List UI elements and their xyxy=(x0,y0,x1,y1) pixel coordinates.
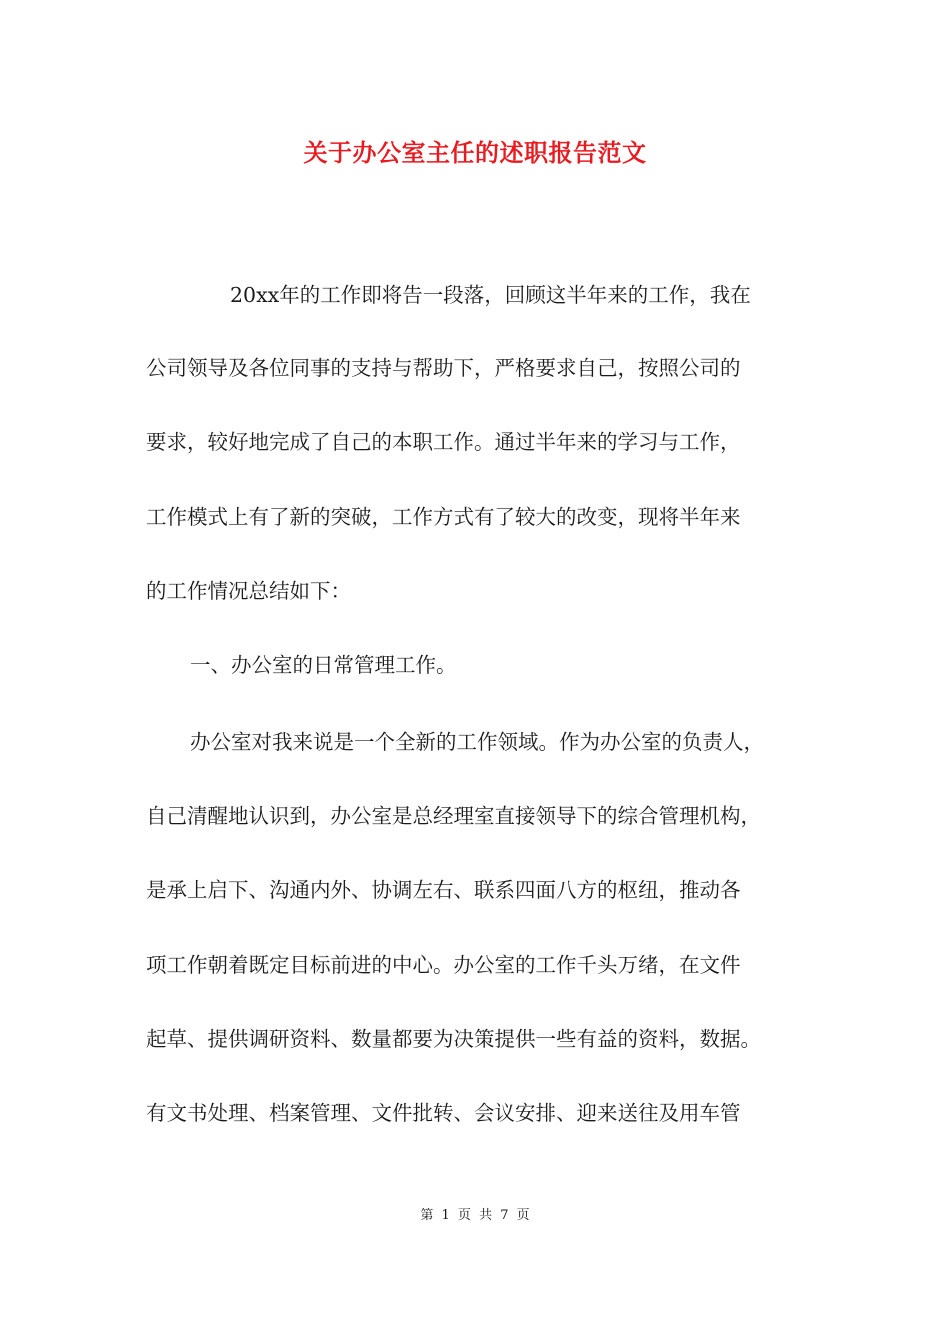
paragraph-line-7: 自己清醒地认识到，办公室是总经理室直接领导下的综合管理机构， xyxy=(146,804,761,828)
page-footer xyxy=(0,1206,950,1226)
paragraph-line-6: 办公室对我来说是一个全新的工作领域。作为办公室的负责人， xyxy=(190,730,764,754)
paragraph-line-5: 的工作情况总结如下： xyxy=(146,579,351,603)
footer-total-pages: 7 xyxy=(500,1208,509,1223)
paragraph-line-9: 项工作朝着既定目标前进的中心。办公室的工作千头万绪，在文件 xyxy=(146,953,741,977)
section-heading-1: 一、办公室的日常管理工作。 xyxy=(190,653,457,677)
document-title: 关于办公室主任的述职报告范文 xyxy=(303,138,647,167)
paragraph-line-1: 20xx年的工作即将告一段落，回顾这半年来的工作，我在 xyxy=(230,283,751,307)
footer-prefix: 第 xyxy=(420,1208,434,1223)
paragraph-line-10: 起草、提供调研资料、数量都要为决策提供一些有益的资料，数据。 xyxy=(146,1027,761,1051)
footer-mid2: 共 xyxy=(479,1208,493,1223)
paragraph-line-2: 公司领导及各位同事的支持与帮助下，严格要求自己，按照公司的 xyxy=(146,356,741,380)
paragraph-line-3: 要求，较好地完成了自己的本职工作。通过半年来的学习与工作， xyxy=(146,430,741,454)
paragraph-line-8: 是承上启下、沟通内外、协调左右、联系四面八方的枢纽，推动各 xyxy=(146,878,741,902)
footer-suffix: 页 xyxy=(516,1208,530,1223)
paragraph-line-4: 工作模式上有了新的突破，工作方式有了较大的改变，现将半年来 xyxy=(146,505,741,529)
footer-current-page: 1 xyxy=(441,1208,450,1223)
footer-mid1: 页 xyxy=(457,1208,471,1223)
paragraph-line-11: 有文书处理、档案管理、文件批转、会议安排、迎来送往及用车管 xyxy=(146,1101,741,1125)
